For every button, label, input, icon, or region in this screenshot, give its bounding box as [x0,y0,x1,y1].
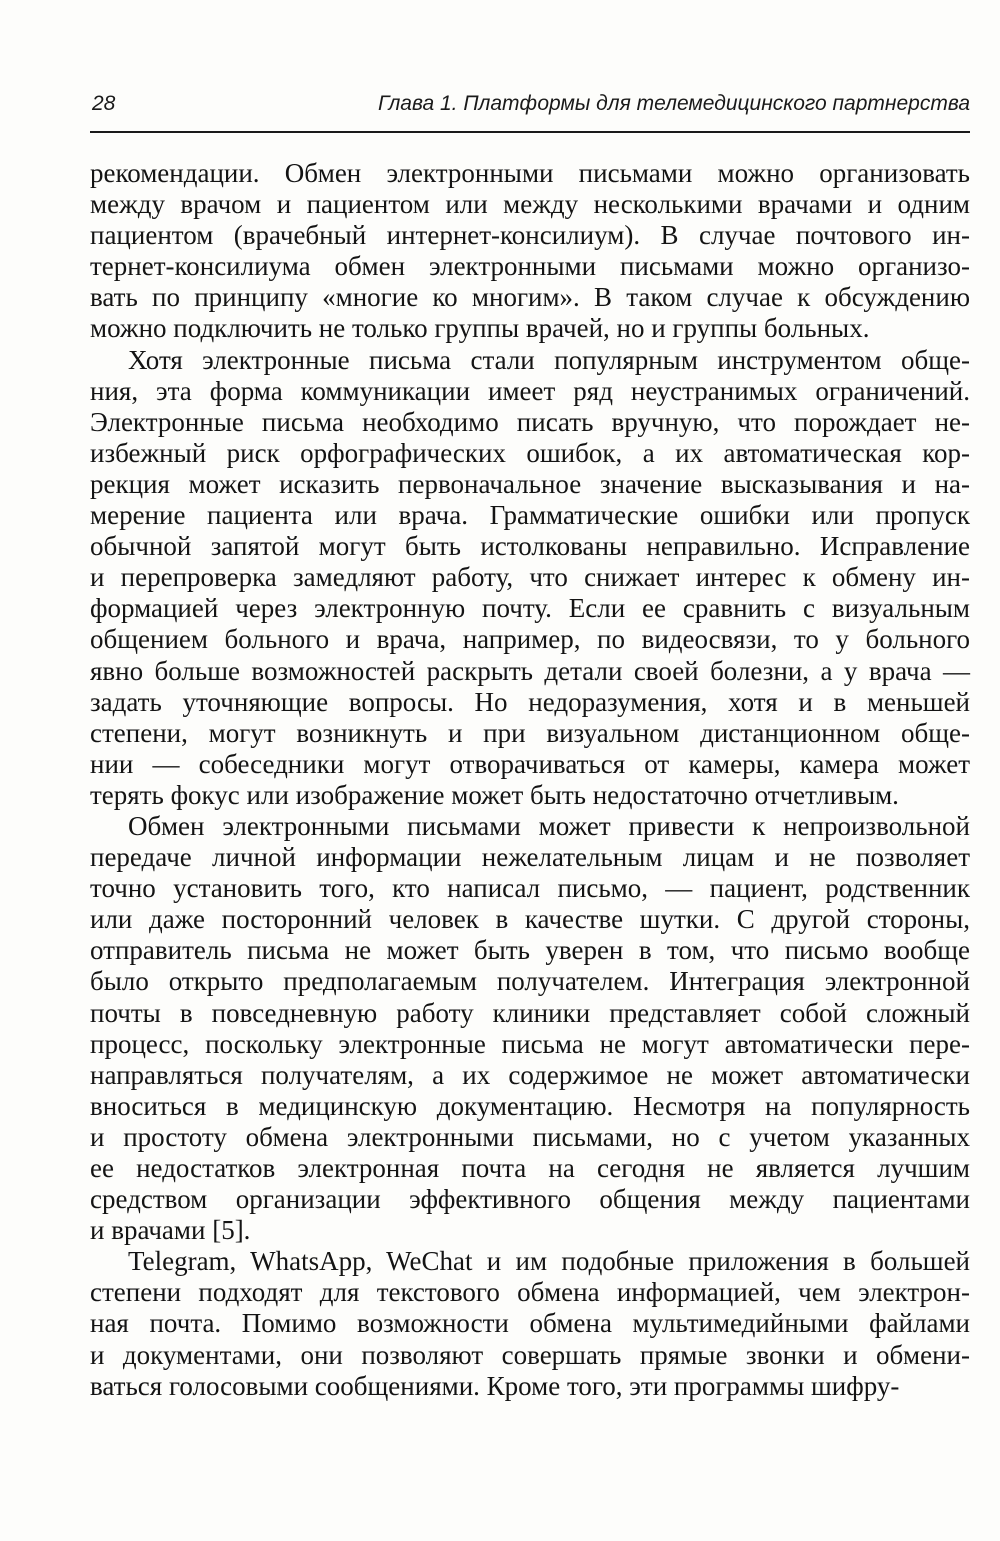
text-line: можно подключить не только группы врачей, но и группы больных. [90,313,870,344]
text-line: вноситься в медицинскую документацию. Несмотря на популярность [90,1090,970,1121]
paragraph [90,1246,970,1401]
text-line: ее недостатков электронная почта на сегодня не является лучшим [90,1153,970,1183]
text-line: Обмен электронными письмами может привести к непроизвольной [128,810,970,841]
text-line: пациентом (врачебный интернет-консилиум). В случае почтового ин- [90,220,970,251]
text-line: рекомендации. Обмен электронными письмами можно организовать [90,158,970,188]
text-line: вать по принципу «многие ко многим». В таком случае к обсуждению [90,282,970,313]
text-line: отправитель письма не может быть уверен в том, что письмо вообще [90,935,970,966]
text-line: избежный риск орфографических ошибок, а их автоматическая кор- [90,437,970,468]
text-line: Электронные письма необходимо писать вручную, что порождает не- [90,406,970,437]
text-line: мерение пациента или врача. Грамматические ошибки или пропуск [90,500,970,531]
text-line: почты в повседневную работу клиники представляет собой сложный [90,997,970,1028]
text-line: рекция может исказить первоначальное значение высказывания и на- [90,468,970,499]
text-line: степени, могут возникнуть и при визуальном дистанционном обще- [90,717,970,748]
text-line: было открыто предполагаемым получателем. Интеграция электронной [90,966,970,997]
text-line: направляться получателям, а их содержимое не может автоматически [90,1059,970,1090]
paragraph [90,811,970,1246]
text-line: и перепроверка замедляют работу, что снижает интерес к обмену ин- [90,562,970,593]
running-head [92,92,970,126]
text-line: точно установить того, кто написал письмо, — пациент, родственник [90,873,970,904]
text-line: между врачом и пациентом или между несколькими врачами и одним [90,189,970,220]
text-line: процесс, поскольку электронные письма не могут автоматически пере- [90,1028,970,1059]
text-line: обычной запятой могут быть истолкованы неправильно. Исправление [90,531,970,562]
text-line: степени подходят для текстового обмена информацией, чем электрон- [90,1277,970,1308]
text-line: общением больного и врача, например, по видеосвязи, то у больного [90,624,970,655]
page-number: 28 [92,92,116,115]
text-line: средством организации эффективного общения между пациентами [90,1184,970,1215]
text-line: ния, эта форма коммуникации имеет ряд неустранимых ограничений. [90,375,970,406]
text-line: передаче личной информации нежелательным лицам и не позволяет [90,842,970,873]
text-line: терять фокус или изображение может быть недостаточно отчетливым. [90,779,899,810]
text-line: ная почта. Помимо возможности обмена мультимедийными файлами [90,1308,970,1339]
text-line: и врачами [5]. [90,1215,251,1246]
text-line: тернет-консилиума обмен электронными письмами можно организо- [90,251,970,282]
paragraph [90,345,970,811]
text-line: или даже посторонний человек в качестве шутки. С другой стороны, [90,904,970,935]
text-line: формацией через электронную почту. Если ее сравнить с визуальным [90,593,970,624]
text-line: задать уточняющие вопросы. Но недоразумения, хотя и в меньшей [90,686,970,717]
chapter-title: Глава 1. Платформы для телемедицинского партнерства [377,92,970,115]
text-line: и простоту обмена электронными письмами, но с учетом указанных [90,1121,970,1152]
text-line: ваться голосовыми сообщениями. Кроме того, эти программы шифру- [90,1370,900,1401]
text-line: Telegram, WhatsApp, WeChat и им подобные приложения в большей [128,1246,970,1277]
text-line: нии — собеседники могут отворачиваться от камеры, камера может [90,748,970,779]
text-line: явно больше возможностей раскрыть детали своей болезни, а у врача — [90,655,970,686]
paragraph [90,158,970,345]
header-rule [90,131,970,133]
text-line: Хотя электронные письма стали популярным инструментом обще- [128,344,970,375]
body-text [90,158,970,1402]
text-line: и документами, они позволяют совершать прямые звонки и обмени- [90,1339,970,1370]
